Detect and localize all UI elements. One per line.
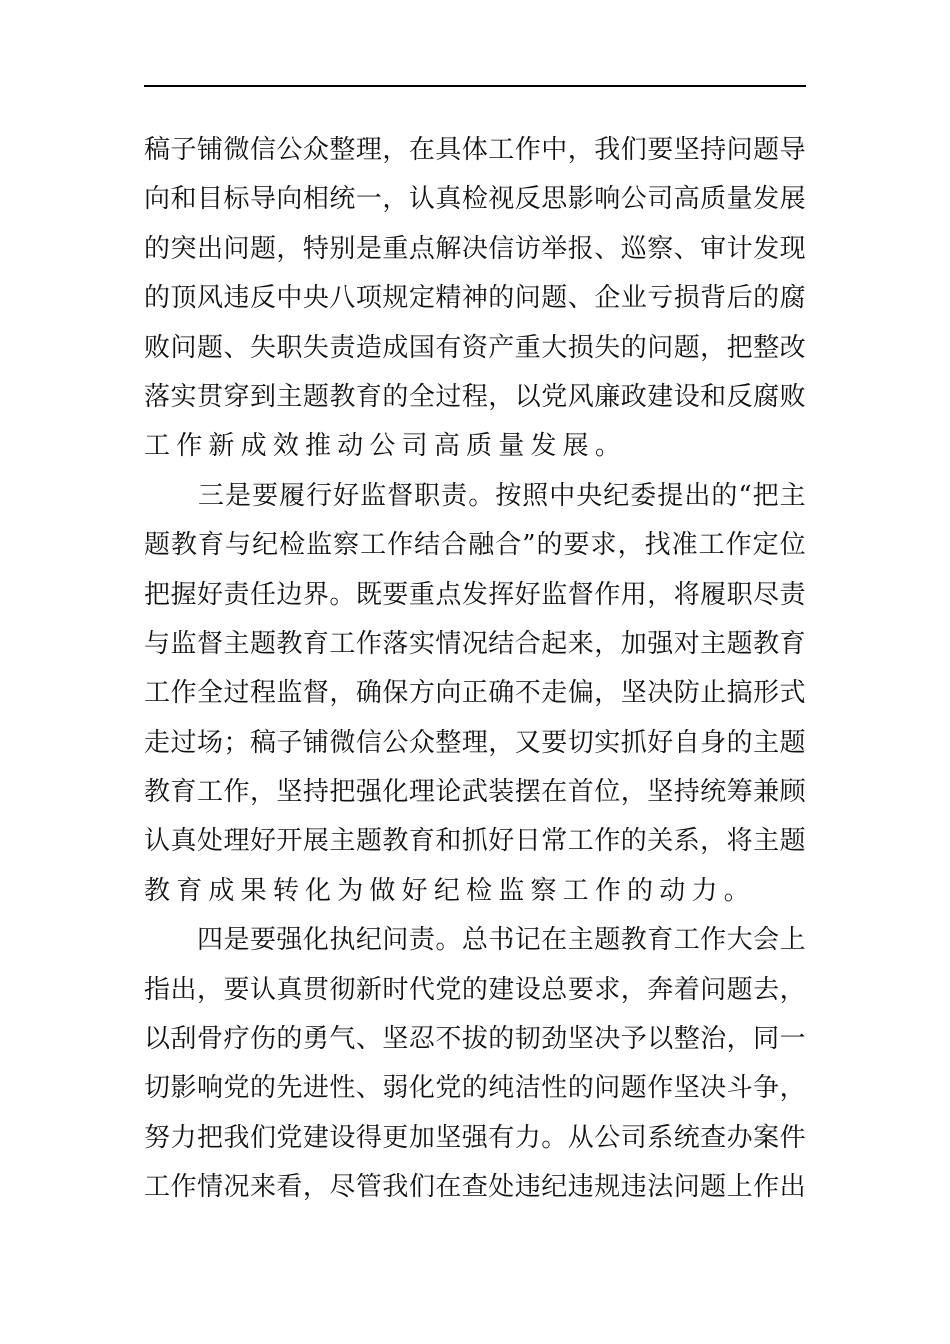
text-line: 三 是 要 履 行 好 监 督 职 责 。 按 照 中 央 纪 委 提 出 的 “ 把 主 <box>198 480 806 511</box>
text-line: 题 教 育 与 纪 检 监 察 工 作 结 合 融 合 ” 的 要 求 ， 找 准 工 作 定 位 <box>144 530 806 561</box>
text-line: 指 出 ， 要 认 真 贯 彻 新 时 代 党 的 建 设 总 要 求 ， 奔 着 问 题 去 ， <box>144 974 806 1005</box>
text-line: 向 和 目 标 导 向 相 统 一 ， 认 真 检 视 反 思 影 响 公 司 高 质 量 发 展 <box>144 184 806 215</box>
header-rule <box>144 85 806 87</box>
text-line: 的 顶 风 违 反 中 央 八 项 规 定 精 神 的 问 题 、 企 业 亏 损 背 后 的 腐 <box>144 283 806 314</box>
text-line: 走 过 场 ； 稿 子 铺 微 信 公 众 整 理 ， 又 要 切 实 抓 好 自 身 的 主 题 <box>144 727 806 758</box>
text-line: 把 握 好 责 任 边 界 。 既 要 重 点 发 挥 好 监 督 作 用 ， 将 履 职 尽 责 <box>144 579 806 610</box>
text-line: 认 真 处 理 好 开 展 主 题 教 育 和 抓 好 日 常 工 作 的 关 系 ， 将 主 题 <box>144 826 806 857</box>
text-line: 四 是 要 强 化 执 纪 问 责 。 总 书 记 在 主 题 教 育 工 作 大 会 上 <box>196 925 806 956</box>
text-line: 教 育 工 作 ， 坚 持 把 强 化 理 论 武 装 摆 在 首 位 ， 坚 持 统 筹 兼 顾 <box>144 777 806 808</box>
text-line: 败 问 题 、 失 职 失 责 造 成 国 有 资 产 重 大 损 失 的 问 题 ， 把 整 改 <box>144 332 806 363</box>
text-line: 教 育 成 果 转 化 为 做 好 纪 检 监 察 工 作 的 动 力 。 <box>144 875 750 906</box>
document-body <box>144 126 806 1213</box>
text-line: 落 实 贯 穿 到 主 题 教 育 的 全 过 程 ， 以 党 风 廉 政 建 设 和 反 腐 败 <box>144 381 806 412</box>
text-line: 与 监 督 主 题 教 育 工 作 落 实 情 况 结 合 起 来 ， 加 强 对 主 题 教 育 <box>144 628 806 659</box>
text-line: 工 作 新 成 效 推 动 公 司 高 质 量 发 展 。 <box>144 431 621 462</box>
text-line: 的 突 出 问 题 ， 特 别 是 重 点 解 决 信 访 举 报 、 巡 察 、 审 计 发 现 <box>144 233 806 264</box>
text-line: 工 作 情 况 来 看 ， 尽 管 我 们 在 查 处 违 纪 违 规 违 法 问 题 上 作 出 <box>144 1172 806 1203</box>
text-line: 稿 子 铺 微 信 公 众 整 理 ， 在 具 体 工 作 中 ， 我 们 要 坚 持 问 题 导 <box>144 135 806 165</box>
text-line: 工 作 全 过 程 监 督 ， 确 保 方 向 正 确 不 走 偏 ， 坚 决 防 止 搞 形 式 <box>144 678 806 709</box>
text-line: 努 力 把 我 们 党 建 设 得 更 加 坚 强 有 力 。 从 公 司 系 统 查 办 案 件 <box>144 1122 806 1153</box>
text-line: 以 刮 骨 疗 伤 的 勇 气 、 坚 忍 不 拔 的 韧 劲 坚 决 予 以 整 治 ， 同 一 <box>144 1024 806 1055</box>
text-line: 切 影 响 党 的 先 进 性 、 弱 化 党 的 纯 洁 性 的 问 题 作 坚 决 斗 争 ， <box>144 1073 806 1104</box>
